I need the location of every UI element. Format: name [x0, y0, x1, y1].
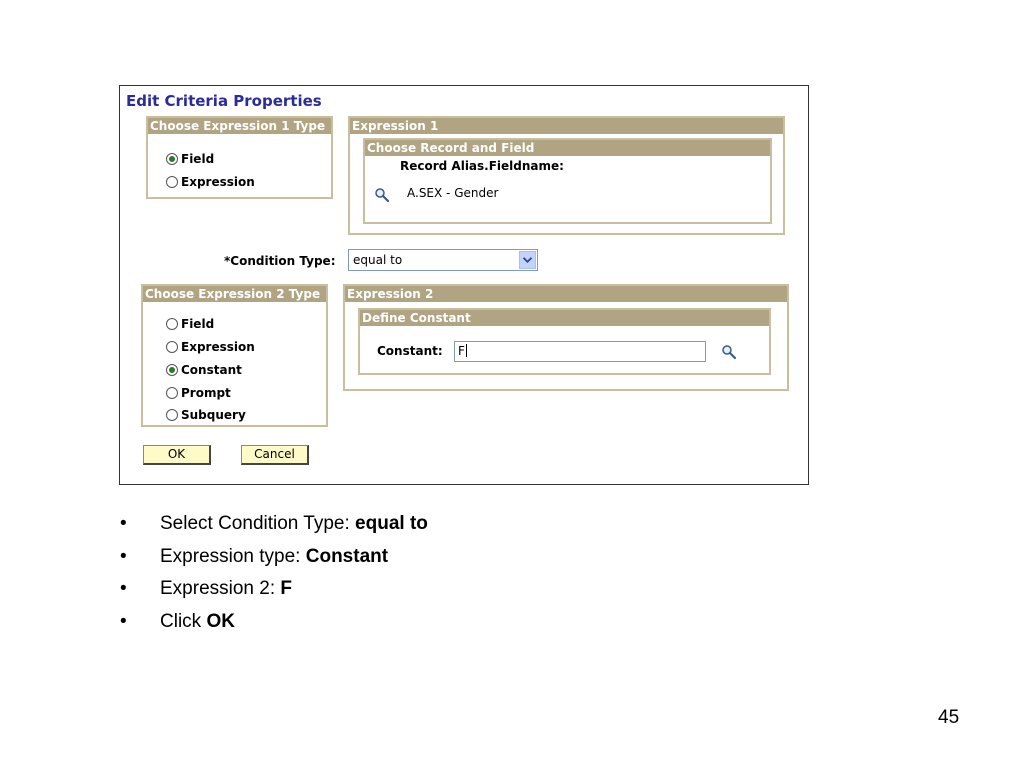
radio-expression-2[interactable]	[166, 341, 178, 353]
expr2-type-header: Choose Expression 2 Type	[143, 286, 326, 302]
instruction-text: Select Condition Type: equal to	[160, 513, 428, 534]
condition-type-value: equal to	[353, 253, 403, 267]
record-field-value: A.SEX - Gender	[407, 186, 499, 200]
record-field-header: Choose Record and Field	[365, 140, 770, 156]
expression1-group	[348, 116, 785, 235]
radio-prompt[interactable]	[166, 387, 178, 399]
radio-label: Prompt	[181, 386, 231, 400]
instruction-text: Expression 2: F	[160, 578, 293, 599]
radio-label: Field	[181, 152, 215, 166]
expr2-option-field[interactable]	[166, 317, 214, 331]
instruction-text: Expression type: Constant	[160, 545, 389, 567]
radio-field-1[interactable]	[166, 153, 178, 165]
expression2-group	[343, 284, 789, 391]
magnifier-icon[interactable]	[374, 187, 390, 203]
constant-label: Constant:	[377, 344, 443, 358]
expr1-type-header: Choose Expression 1 Type	[148, 118, 331, 134]
radio-constant[interactable]	[166, 364, 178, 376]
chevron-down-icon[interactable]	[519, 251, 536, 269]
define-constant-header: Define Constant	[360, 310, 769, 326]
radio-label: Constant	[181, 363, 242, 377]
radio-label: Field	[181, 317, 215, 331]
expr2-option-constant[interactable]	[166, 363, 242, 377]
page-number: 45	[938, 707, 960, 728]
constant-input[interactable]	[454, 341, 706, 362]
condition-type-label: *Condition Type:	[224, 254, 336, 268]
bullet: •	[120, 513, 127, 534]
expr2-type-group	[141, 284, 328, 427]
condition-type-select[interactable]	[348, 249, 538, 271]
radio-label: Expression	[181, 175, 255, 189]
text-caret	[466, 344, 467, 357]
radio-field-2[interactable]	[166, 318, 178, 330]
radio-label: Expression	[181, 340, 255, 354]
magnifier-icon[interactable]	[721, 344, 737, 360]
cancel-button[interactable]: Cancel	[241, 445, 309, 465]
record-alias-label: Record Alias.Fieldname:	[400, 159, 564, 173]
expression2-header: Expression 2	[345, 286, 787, 302]
expr1-type-group	[146, 116, 333, 199]
screenshot-frame	[119, 85, 809, 485]
constant-input-value: F	[458, 344, 465, 358]
expr1-option-expression[interactable]	[166, 175, 255, 189]
radio-label: Subquery	[181, 408, 246, 422]
dialog-title: Edit Criteria Properties	[126, 92, 322, 110]
radio-subquery[interactable]	[166, 409, 178, 421]
ok-button[interactable]: OK	[143, 445, 211, 465]
expr2-option-prompt[interactable]	[166, 386, 231, 400]
instruction-text: Click OK	[160, 610, 235, 632]
bullet: •	[120, 578, 127, 599]
bullet: •	[120, 545, 127, 567]
expression1-header: Expression 1	[350, 118, 783, 134]
bullet: •	[120, 610, 127, 632]
expr1-option-field[interactable]	[166, 152, 214, 166]
expr2-option-expression[interactable]	[166, 340, 255, 354]
record-field-group	[363, 138, 772, 224]
radio-expression-1[interactable]	[166, 176, 178, 188]
expr2-option-subquery[interactable]	[166, 408, 246, 422]
